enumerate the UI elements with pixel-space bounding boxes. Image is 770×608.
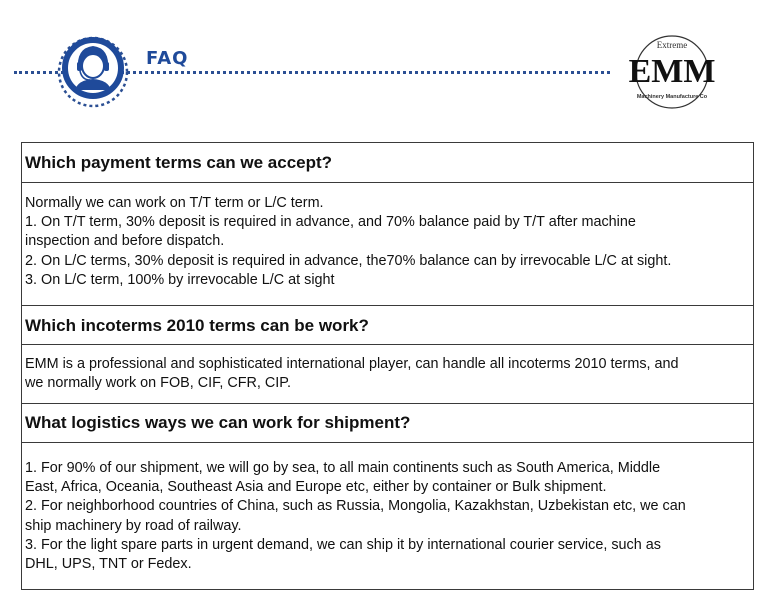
answer-line: DHL, UPS, TNT or Fedex. — [25, 556, 192, 573]
question-text: What logistics ways we can work for shipment? — [25, 413, 411, 432]
faq-table — [21, 142, 754, 590]
answer-line: 1. For 90% of our shipment, we will go by sea, to all main continents such as South America, Middle — [25, 460, 661, 476]
faq-question-row — [22, 404, 753, 443]
faq-title: FAQ — [146, 48, 189, 69]
faq-answer-row — [22, 345, 753, 404]
answer-line: 2. On L/C terms, 30% deposit is required in advance, the70% balance can by irrevocable L/C at sight. — [25, 252, 672, 269]
answer-line: EMM is a professional and sophisticated international player, can handle all incoterms 2010 terms, and — [25, 356, 679, 372]
answer-line: ship machinery by road of railway. — [25, 517, 242, 534]
answer-line: 2. For neighborhood countries of China, such as Russia, Mongolia, Kazakhstan, Uzbekistan etc, we can — [25, 498, 686, 515]
answer-line: East, Africa, Oceania, Southeast Asia and Europe etc, either by container or Bulk shipment. — [25, 479, 607, 496]
answer-text — [25, 194, 750, 290]
faq-answer-row — [22, 443, 753, 589]
logo-top-text: Extreme — [656, 40, 688, 50]
question-text: Which payment terms can we accept? — [25, 153, 333, 172]
answer-text — [25, 355, 750, 393]
answer-line: we normally work on FOB, CIF, CFR, CIP. — [25, 375, 292, 392]
faq-answer-row — [22, 183, 753, 306]
answer-line: 3. For the light spare parts in urgent demand, we can ship it by international courier service, such as — [25, 536, 661, 553]
answer-line: 3. On L/C term, 100% by irrevocable L/C at sight — [25, 271, 335, 288]
faq-question-row — [22, 143, 753, 183]
question-text: Which incoterms 2010 terms can be work? — [25, 316, 369, 335]
support-agent-icon — [56, 20, 160, 124]
answer-line: Normally we can work on T/T term or L/C term. — [25, 195, 324, 211]
logo-ring-text: Machinery Manufacture Co — [636, 94, 708, 100]
answer-text — [25, 459, 750, 574]
faq-question-row — [22, 306, 753, 345]
logo-main-text: EMM — [628, 53, 716, 90]
answer-line: 1. On T/T term, 30% deposit is required in advance, and 70% balance paid by T/T after machine — [25, 214, 636, 231]
page-header — [0, 0, 770, 140]
answer-line: inspection and before dispatch. — [25, 233, 225, 250]
emm-logo — [620, 32, 724, 112]
